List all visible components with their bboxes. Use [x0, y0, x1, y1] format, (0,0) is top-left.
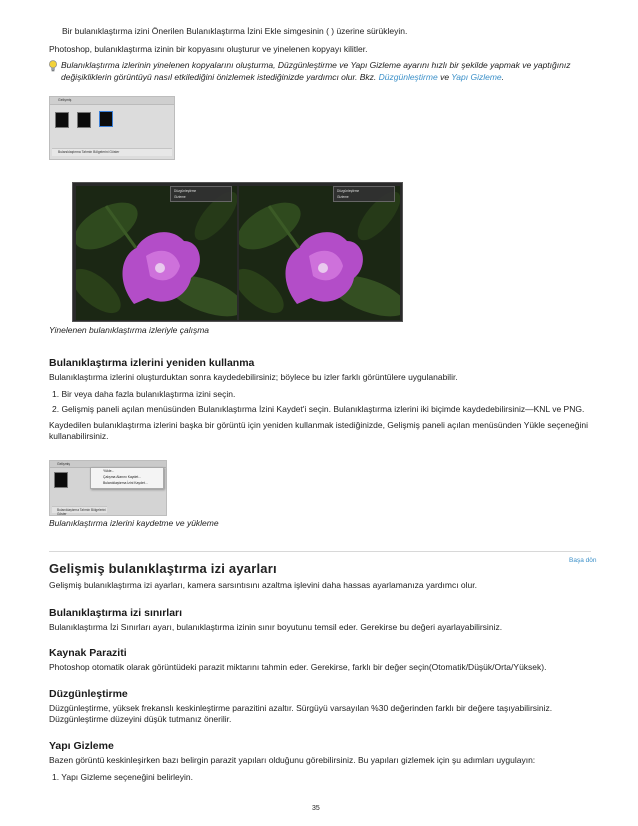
section-divider — [49, 551, 591, 552]
heading-advanced-settings: Gelişmiş bulanıklaştırma izi ayarları — [49, 561, 277, 576]
photo-panel-overlay-left — [170, 186, 232, 202]
blur-trace-thumb-3 — [99, 111, 113, 127]
flower-comparison-image — [72, 182, 403, 322]
advanced-paragraph: Gelişmiş bulanıklaştırma izi ayarları, kamera sarsıntısını azaltma işlevini daha hassas ayarlamanıza yardımcı olur. — [49, 580, 477, 590]
link-artifact-suppression[interactable]: Yapı Gizleme — [451, 72, 502, 82]
limits-paragraph: Bulanıklaştırma İzi Sınırları ayarı, bulanıklaştırma izinin sınır boyutunu temsil eder. Gerekirse bu değeri ayarlayabilirsiniz. — [49, 622, 503, 632]
menu-item-save-workspace[interactable]: Çalışma Alanını Kaydet... — [103, 475, 142, 479]
blur-trace-thumb-2 — [77, 112, 91, 128]
lightbulb-icon — [48, 59, 58, 71]
save-load-panel-screenshot — [49, 460, 167, 516]
flower-image-right — [239, 186, 400, 320]
reuse-step-2: 2. Gelişmiş paneli açılan menüsünden Bulanıklaştırma İzini Kaydet'i seçin. Bulanıklaştırma izlerini iki biçimde kaydedebilirsiniz—KNL ve PNG. — [52, 404, 585, 414]
smoothing-paragraph-2: Düzgünleştirme düzeyini düşük tutmanız önerilir. — [49, 714, 232, 724]
artifact-step-1: 1. Yapı Gizleme seçeneğini belirleyin. — [52, 772, 193, 782]
overlay-left-row2: Gizleme — [174, 195, 186, 199]
tip-end: . — [501, 72, 505, 82]
panel2-title: Gelişmiş — [57, 462, 70, 466]
panel-checkbox-row — [52, 148, 172, 156]
flower-image-left — [76, 186, 237, 320]
heading-reuse-blur-traces: Bulanıklaştırma izlerini yeniden kullanma — [49, 357, 255, 369]
menu-item-load[interactable]: Yükle... — [103, 469, 115, 473]
panel2-checkbox-row — [52, 506, 107, 516]
heading-smoothing: Düzgünleştirme — [49, 688, 128, 700]
intro-line-1: Bir bulanıklaştırma izini Önerilen Bulanıklaştırma İzini Ekle simgesinin ( ) üzerine sürükleyin. — [62, 26, 408, 36]
panel2-thumb — [54, 472, 68, 488]
intro-line-2: Photoshop, bulanıklaştırma izinin bir kopyasını oluşturur ve yinelenen kopyayı kilitler. — [49, 44, 368, 54]
tip-and: ve — [437, 72, 452, 82]
panel-checkbox-label: Bulanıklaştırma Tahmin Bölgelerini Göster — [58, 150, 120, 154]
heading-blur-trace-bounds: Bulanıklaştırma izi sınırları — [49, 607, 183, 619]
menu-item-save-blur-trace[interactable]: Bulanıklaştırma İzini Kaydet... — [103, 481, 148, 485]
panel2-checkbox-label: Bulanıklaştırma Tahmin Bölgelerini Göster — [57, 508, 106, 516]
link-smoothing[interactable]: Düzgünleştirme — [378, 72, 438, 82]
panel-flyout-menu — [90, 467, 164, 489]
noise-paragraph: Photoshop otomatik olarak görüntüdeki parazit miktarını tahmin eder. Gerekirse, farklı bir değer seçin(Otomatik/Düşük/Orta/Yüksek). — [49, 662, 547, 672]
panel-title: Gelişmiş — [58, 98, 72, 102]
back-to-top-link[interactable]: Başa dön — [569, 557, 597, 564]
tip-text-line-1: Bulanıklaştırma izlerinin yinelenen kopyalarını oluşturma, Düzgünleştirme ve Yapı Gizleme ayarını hızlı bir şekilde yapmak ve yaptığınız — [61, 60, 571, 70]
overlay-left-row1: Düzgünleştirme — [174, 189, 197, 193]
overlay-right-row2: Gizleme — [337, 195, 349, 199]
advanced-panel-screenshot — [49, 96, 175, 160]
heading-artifact-suppression: Yapı Gizleme — [49, 740, 114, 752]
overlay-right-row1: Düzgünleştirme — [337, 189, 360, 193]
photo-panel-overlay-right — [333, 186, 395, 202]
artifact-paragraph: Bazen görüntü keskinleşirken bazı belirgin parazit yapıları olduğunu görebilirsiniz. Bu yapıları gizlemek için şu adımları uygulayın: — [49, 755, 536, 765]
figure-caption-1: Yinelenen bulanıklaştırma izleriyle çalışma — [49, 325, 210, 335]
reuse-paragraph-2-line-2: kullanabilirsiniz. — [49, 431, 109, 441]
reuse-paragraph-2-line-1: Kaydedilen bulanıklaştırma izlerini başka bir görüntü için yeniden kullanmak istediğinizde, Gelişmiş paneli açılan menüsünden Yükle seçeneğini — [49, 420, 588, 430]
heading-source-noise: Kaynak Paraziti — [49, 647, 127, 659]
tip-text-line-2 — [61, 71, 504, 83]
panel-title-bar — [50, 97, 174, 105]
reuse-paragraph: Bulanıklaştırma izlerini oluşturduktan sonra kaydedebilirsiniz; böylece bu izler farklı görüntülere uygulanabilir. — [49, 372, 458, 382]
smoothing-paragraph-1: Düzgünleştirme, yüksek frekanslı keskinleştirme parazitini azaltır. Sürgüyü varsayılan %30 değerinden farklı bir değere taşıyabilirsiniz. — [49, 703, 553, 713]
reuse-step-1: 1. Bir veya daha fazla bulanıklaştırma izini seçin. — [52, 389, 236, 399]
page-number: 35 — [312, 805, 320, 812]
tip-text-b: değişikliklerin görüntüyü nasıl etkilediğini önizlemek istediğinizde yardımcı olur. Bkz. — [61, 72, 379, 82]
figure-caption-2: Bulanıklaştırma izlerini kaydetme ve yükleme — [49, 518, 219, 528]
blur-trace-thumb-1 — [55, 112, 69, 128]
